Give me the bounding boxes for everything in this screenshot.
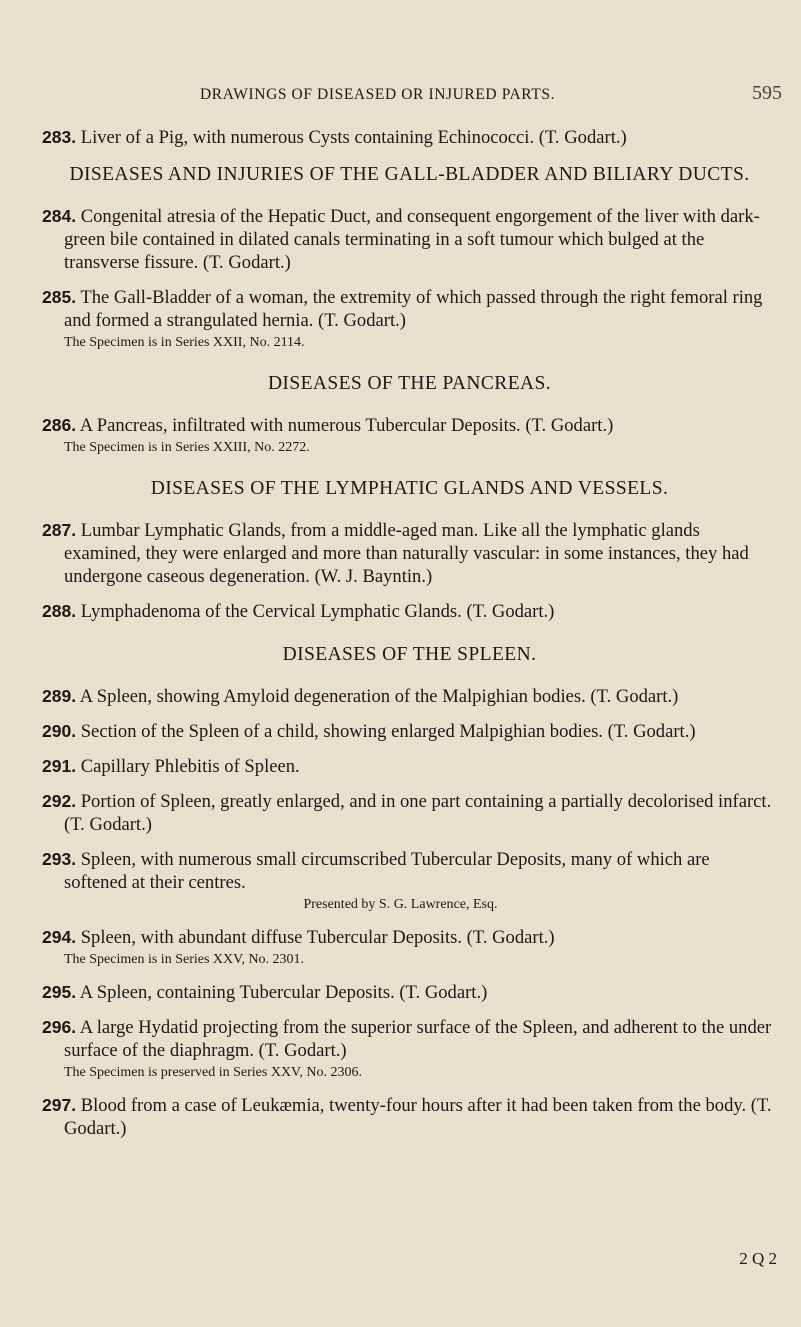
entry-number: 291. xyxy=(42,756,77,776)
entry-number: 285. xyxy=(42,287,77,307)
catalogue-entry xyxy=(42,126,777,149)
catalogue-entry xyxy=(42,286,777,352)
entry-text: Lymphadenoma of the Cervical Lymphatic Glands. (T. Godart.) xyxy=(80,601,555,622)
entry-number: 283. xyxy=(42,127,77,147)
section-heading: DISEASES OF THE SPLEEN. xyxy=(282,644,537,665)
page-content xyxy=(42,126,777,1152)
entry-number: 288. xyxy=(42,601,77,621)
catalogue-entry xyxy=(42,414,777,457)
entry-text: A Spleen, showing Amyloid degeneration of the Malpighian bodies. (T. Godart.) xyxy=(79,686,679,707)
page-number: 595 xyxy=(752,82,782,104)
entry-text: Portion of Spleen, greatly enlarged, and in one part containing a partially decolorised infarct. (T. Godart.) xyxy=(64,791,772,835)
entry-text: Spleen, with abundant diffuse Tubercular Deposits. (T. Godart.) xyxy=(80,927,555,948)
section-heading: DISEASES OF THE PANCREAS. xyxy=(267,373,552,394)
catalogue-entry xyxy=(42,205,777,274)
entry-text: Capillary Phlebitis of Spleen. xyxy=(80,756,300,777)
catalogue-entry xyxy=(42,848,777,914)
section-heading: DISEASES OF THE LYMPHATIC GLANDS AND VESSELS. xyxy=(150,478,669,499)
catalogue-entry xyxy=(42,1094,777,1140)
entry-number: 286. xyxy=(42,415,77,435)
specimen-note: The Specimen is preserved in Series XXV, No. 2306. xyxy=(64,1065,362,1080)
entry-text: Blood from a case of Leukæmia, twenty-four hours after it had been taken from the body. (T. Godart.) xyxy=(64,1095,772,1139)
entry-text: A large Hydatid projecting from the superior surface of the Spleen, and adherent to the under surface of the diaphragm. (T. Godart.) xyxy=(64,1017,772,1061)
entry-text: Congenital atresia of the Hepatic Duct, and consequent engorgement of the liver with dark-green bile contained in dilated canals terminating in a soft tumour which bulged at the transverse fissure. (T. Godart.) xyxy=(64,206,760,273)
entry-text: Liver of a Pig, with numerous Cysts containing Echinococci. (T. Godart.) xyxy=(80,127,627,148)
entry-text: A Spleen, containing Tubercular Deposits. (T. Godart.) xyxy=(79,982,488,1003)
entry-text: A Pancreas, infiltrated with numerous Tubercular Deposits. (T. Godart.) xyxy=(79,415,614,436)
catalogue-entry xyxy=(42,981,777,1004)
entry-number: 295. xyxy=(42,982,77,1002)
entry-number: 292. xyxy=(42,791,77,811)
catalogue-entry xyxy=(42,790,777,836)
entry-number: 293. xyxy=(42,849,77,869)
entry-number: 294. xyxy=(42,927,77,947)
catalogue-entry xyxy=(42,600,777,623)
catalogue-entry xyxy=(42,685,777,708)
catalogue-entry xyxy=(42,720,777,743)
running-head xyxy=(0,82,801,110)
specimen-note: Presented by S. G. Lawrence, Esq. xyxy=(303,897,498,912)
specimen-note: The Specimen is in Series XXV, No. 2301. xyxy=(64,952,305,967)
section-heading: DISEASES AND INJURIES OF THE GALL-BLADDER AND BILIARY DUCTS. xyxy=(69,164,750,185)
entry-text: The Gall-Bladder of a woman, the extremity of which passed through the right femoral ring and formed a strangulated hernia. (T. Godart.) xyxy=(64,287,763,331)
entry-number: 284. xyxy=(42,206,77,226)
printer-signature: 2 Q 2 xyxy=(739,1249,777,1268)
running-title: DRAWINGS OF DISEASED OR INJURED PARTS. xyxy=(200,86,556,103)
entry-number: 289. xyxy=(42,686,77,706)
entry-text: Section of the Spleen of a child, showing enlarged Malpighian bodies. (T. Godart.) xyxy=(80,721,696,742)
catalogue-entry xyxy=(42,755,777,778)
catalogue-entry xyxy=(42,519,777,588)
entry-text: Spleen, with numerous small circumscribed Tubercular Deposits, many of which are softened at their centres. xyxy=(64,849,710,893)
entry-text: Lumbar Lymphatic Glands, from a middle-aged man. Like all the lymphatic glands examined, they were enlarged and more than naturally vascular: in some instances, they had undergone caseous degeneration. (W. J. Bayntin.) xyxy=(64,520,749,587)
entry-number: 290. xyxy=(42,721,77,741)
catalogue-entry xyxy=(42,1016,777,1082)
entry-number: 287. xyxy=(42,520,77,540)
specimen-note: The Specimen is in Series XXII, No. 2114. xyxy=(64,335,305,350)
specimen-note: The Specimen is in Series XXIII, No. 2272. xyxy=(64,440,310,455)
entry-number: 297. xyxy=(42,1095,77,1115)
entry-number: 296. xyxy=(42,1017,77,1037)
catalogue-entry xyxy=(42,926,777,969)
